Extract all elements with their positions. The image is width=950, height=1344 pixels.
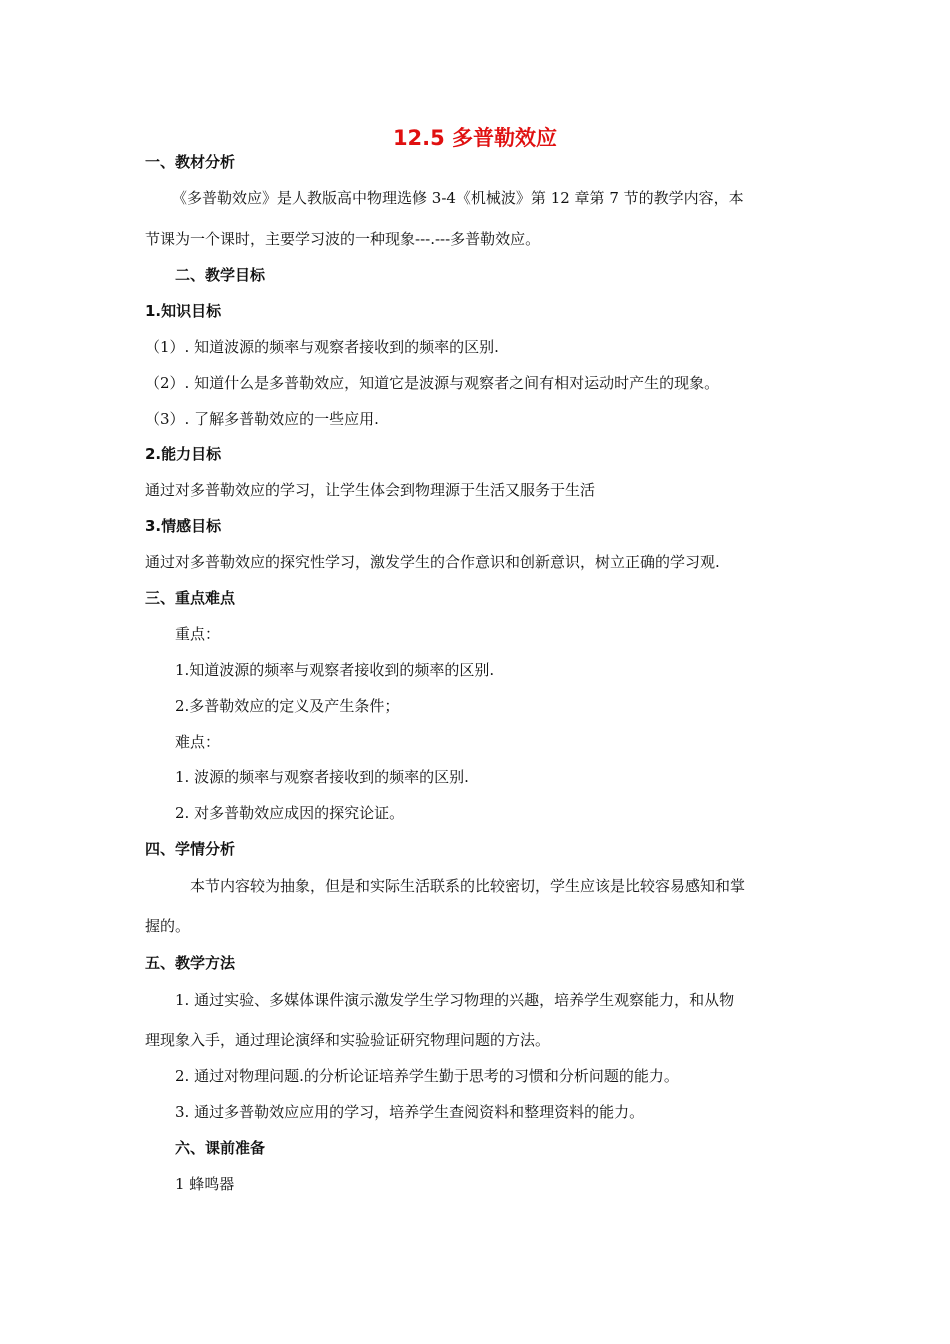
paragraph-line: 节课为一个课时，主要学习波的一种现象---.---多普勒效应。 — [145, 230, 541, 248]
label-key-points: 重点： — [175, 625, 221, 643]
list-item: 1.知道波源的频率与观察者接收到的频率的区别. — [175, 661, 495, 679]
list-item: 2.多普勒效应的定义及产生条件； — [175, 697, 400, 715]
list-item: 3. 通过多普勒效应应用的学习，培养学生查阅资料和整理资料的能力。 — [175, 1103, 645, 1121]
paragraph-line: 通过对多普勒效应的学习，让学生体会到物理源于生活又服务于生活 — [145, 481, 596, 499]
section-heading-textbook-analysis: 一、教材分析 — [145, 153, 236, 171]
list-item: 1. 波源的频率与观察者接收到的频率的区别. — [175, 768, 469, 786]
paragraph-line: 本节内容较为抽象，但是和实际生活联系的比较密切，学生应该是比较容易感知和掌 — [190, 877, 746, 895]
paragraph-line: 握的。 — [145, 917, 191, 935]
subheading-emotion-goals: 3.情感目标 — [145, 517, 222, 535]
list-item: 1 蜂鸣器 — [175, 1175, 235, 1193]
label-difficult-points: 难点： — [175, 733, 221, 751]
list-item: （2）. 知道什么是多普勒效应，知道它是波源与观察者之间有相对运动时产生的现象。 — [145, 374, 720, 392]
section-heading-teaching-methods: 五、教学方法 — [145, 954, 236, 972]
list-item: （1）. 知道波源的频率与观察者接收到的频率的区别. — [145, 338, 499, 356]
section-heading-key-difficult-points: 三、重点难点 — [145, 589, 236, 607]
subheading-knowledge-goals: 1.知识目标 — [145, 302, 222, 320]
list-item: 2. 通过对物理问题.的分析论证培养学生勤于思考的习惯和分析问题的能力。 — [175, 1067, 679, 1085]
subheading-ability-goals: 2.能力目标 — [145, 445, 222, 463]
list-item: 2. 对多普勒效应成因的探究论证。 — [175, 804, 405, 822]
document-title: 12.5 多普勒效应 — [392, 126, 558, 150]
section-heading-student-analysis: 四、学情分析 — [145, 840, 236, 858]
section-heading-preparation: 六、课前准备 — [175, 1139, 266, 1157]
list-item: （3）. 了解多普勒效应的一些应用. — [145, 410, 379, 428]
section-heading-teaching-goals: 二、教学目标 — [175, 266, 266, 284]
paragraph-line: 通过对多普勒效应的探究性学习，激发学生的合作意识和创新意识，树立正确的学习观. — [145, 553, 720, 571]
paragraph-line: 《多普勒效应》是人教版高中物理选修 3-4《机械波》第 12 章第 7 节的教学内容，本 — [172, 189, 744, 207]
list-item: 1. 通过实验、多媒体课件演示激发学生学习物理的兴趣，培养学生观察能力，和从物 — [175, 991, 735, 1009]
list-item-continuation: 理现象入手，通过理论演绎和实验验证研究物理问题的方法。 — [145, 1031, 551, 1049]
